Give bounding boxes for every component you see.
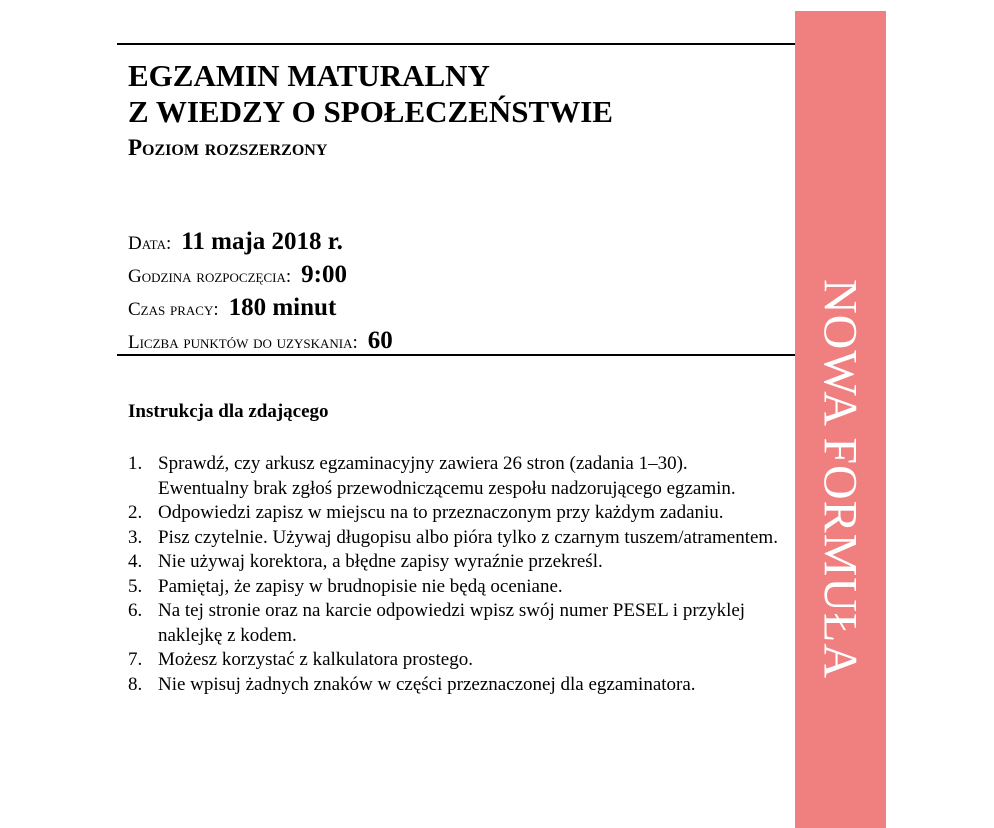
list-item-number: 2. xyxy=(128,502,143,523)
list-item-text: Pisz czytelnie. Używaj długopisu albo pióra tylko z czarnym tuszem/atramentem. xyxy=(158,526,778,548)
list-item-number: 5. xyxy=(128,575,143,597)
list-item-number: 6. xyxy=(128,600,143,621)
points-value: 60 xyxy=(367,327,393,354)
new-formula-band xyxy=(795,11,886,828)
exam-title-block xyxy=(128,58,613,162)
instructions-list xyxy=(128,452,778,697)
list-item-number: 7. xyxy=(128,649,143,670)
instructions-heading: Instrukcja dla zdającego xyxy=(128,401,329,422)
list-item xyxy=(128,575,778,600)
list-item-text: Na tej stronie oraz na karcie odpowiedzi wpisz swój numer PESEL i przyklej naklejkę z kodem. xyxy=(158,600,746,646)
list-item-text: Odpowiedzi zapisz w miejscu na to przeznaczonym przy każdym zadaniu. xyxy=(158,502,724,523)
list-item-text: Nie wpisuj żadnych znaków w części przeznaczonej dla egzaminatora. xyxy=(158,673,696,695)
start-time-row xyxy=(128,258,393,291)
date-row xyxy=(128,225,393,258)
list-item-number: 1. xyxy=(128,453,143,474)
exam-level: Poziom rozszerzony xyxy=(128,135,328,160)
list-item-text: Nie używaj korektora, a błędne zapisy wyraźnie przekreśl. xyxy=(158,551,603,572)
exam-title-line1: EGZAMIN MATURALNY xyxy=(128,58,490,93)
start-time-label: Godzina rozpoczęcia: xyxy=(128,266,292,287)
top-divider xyxy=(117,43,795,45)
exam-title-line2: Z WIEDZY O SPOŁECZEŃSTWIE xyxy=(128,94,613,129)
start-time-value: 9:00 xyxy=(301,261,347,288)
list-item xyxy=(128,526,778,551)
duration-row xyxy=(128,291,393,324)
date-value: 11 maja 2018 r. xyxy=(181,228,343,255)
list-item xyxy=(128,550,778,575)
list-item-number: 3. xyxy=(128,526,143,548)
date-label: Data: xyxy=(128,233,172,254)
list-item-text: Sprawdź, czy arkusz egzaminacyjny zawiera 26 stron (zadania 1–30). Ewentualny brak zgłoś przewodniczącemu zespołu nadzorującego egzamin. xyxy=(158,453,736,499)
list-item-text: Możesz korzystać z kalkulatora prostego. xyxy=(158,649,473,670)
list-item xyxy=(128,599,778,648)
exam-meta xyxy=(128,225,393,357)
points-row xyxy=(128,324,393,357)
middle-divider xyxy=(117,354,795,356)
list-item-number: 4. xyxy=(128,551,143,572)
list-item xyxy=(128,648,778,673)
list-item xyxy=(128,501,778,526)
list-item-number: 8. xyxy=(128,673,143,695)
duration-label: Czas pracy: xyxy=(128,299,219,320)
points-label: Liczba punktów do uzyskania: xyxy=(128,332,358,353)
new-formula-label: NOWA FORMUŁA xyxy=(813,278,867,680)
list-item xyxy=(128,452,778,501)
duration-value: 180 minut xyxy=(228,294,337,321)
list-item xyxy=(128,673,778,698)
list-item-text: Pamiętaj, że zapisy w brudnopisie nie będą oceniane. xyxy=(158,575,563,597)
